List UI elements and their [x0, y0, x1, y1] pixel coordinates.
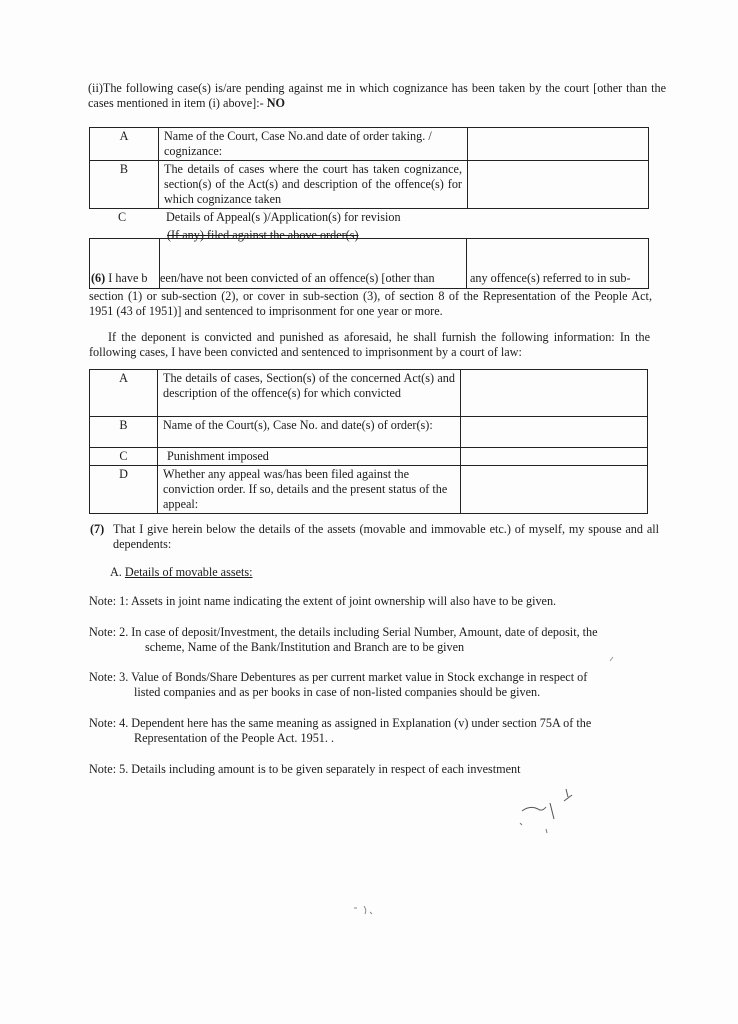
section-6-seg3: any offence(s) referred to in sub- — [470, 271, 631, 285]
section-6-seg2: een/have not been convicted of an offence(s) [other than — [160, 271, 435, 285]
row-c-struck-text: (If any) filed against the above order(s) — [167, 228, 359, 242]
note-1 — [89, 594, 556, 609]
section-ii-answer: NO — [266, 96, 285, 110]
note-2 — [89, 625, 598, 655]
row-letter: B — [90, 417, 158, 448]
row-value — [461, 448, 648, 466]
row-letter: D — [90, 466, 158, 514]
row-letter: A — [90, 370, 158, 417]
stray-mark — [352, 902, 382, 916]
row-label: Name of the Court(s), Case No. and date(s) of order(s): — [158, 417, 461, 448]
section-ii-text: (ii)The following case(s) is/are pending against me in which cognizance has been taken by the court [other than the cases mentioned in item (i) above]:- — [88, 81, 666, 110]
row-letter: B — [90, 161, 159, 209]
row-c-label: Details of Appeal(s )/Application(s) for revision — [166, 210, 401, 224]
row-value — [461, 466, 648, 514]
row-value — [461, 417, 648, 448]
table-row — [90, 466, 648, 514]
row-value — [468, 161, 649, 209]
note-line: Note: 2. In case of deposit/Investment, the details including Serial Number, Amount, date of deposit, the — [89, 625, 598, 639]
row-letter: C — [90, 448, 158, 466]
note-line: Note: 1: Assets in joint name indicating the extent of joint ownership will also have to be given. — [89, 594, 557, 608]
note-line: Note: 4. Dependent here has the same meaning as assigned in Explanation (v) under section 75A of the — [89, 716, 592, 730]
conviction-table — [89, 369, 648, 514]
note-3 — [89, 670, 587, 700]
row-c-letter: C — [118, 210, 127, 224]
note-line: Note: 5. Details including amount is to be given separately in respect of each investment — [89, 762, 521, 776]
table-row — [90, 417, 648, 448]
row-label: Name of the Court, Case No.and date of order taking. / cognizance: — [159, 128, 468, 161]
row-value — [468, 128, 649, 161]
table-row — [90, 448, 648, 466]
note-line-continued: Representation of the People Act. 1951. . — [134, 731, 335, 745]
note-line: Note: 3. Value of Bonds/Share Debentures as per current market value in Stock exchange in respect of — [89, 670, 588, 684]
appeal-box-divider-2 — [466, 238, 467, 288]
stray-dot — [608, 655, 616, 663]
section-6-rest: section (1) or sub-section (2), or cover in sub-section (3), of section 8 of the Representation of the People Act, 1951 (43 of 1951)] and sentenced to imprisonment for one year or more. — [89, 289, 652, 318]
note-line-continued: scheme, Name of the Bank/Institution and Branch are to be given — [145, 640, 465, 654]
row-label: The details of cases, Section(s) of the concerned Act(s) and description of the offence(s) for which convicted — [158, 370, 461, 417]
subhead-title: Details of movable assets: — [124, 565, 253, 579]
subhead-letter: A. — [110, 565, 122, 579]
row-value — [461, 370, 648, 417]
table-row — [90, 128, 649, 161]
section-6-seg1: I have b — [108, 271, 148, 285]
pending-cases-table — [89, 127, 649, 209]
note-5 — [89, 762, 521, 777]
row-label: Punishment imposed — [158, 448, 461, 466]
section-7-number: (7) — [90, 522, 105, 536]
deponent-paragraph: If the deponent is convicted and punished as aforesaid, he shall furnish the following information: In the following cases, I have been convicted and sentenced to imprisonment by a court of law: — [89, 330, 650, 359]
row-label: The details of cases where the court has taken cognizance, section(s) of the Act(s) and description of the offence(s) for which cognizance taken — [159, 161, 468, 209]
note-line-continued: listed companies and as per books in case of non-listed companies should be given. — [134, 685, 541, 699]
movable-assets-subhead — [110, 565, 253, 580]
section-6-number: (6) — [91, 271, 106, 285]
section-7-text: That I give herein below the details of the assets (movable and immovable etc.) of myself, my spouse and all dependents: — [113, 522, 659, 551]
row-letter: A — [90, 128, 159, 161]
row-label: Whether any appeal was/has been filed against the conviction order. If so, details and the present status of the appeal: — [158, 466, 461, 514]
signature-mark — [512, 785, 582, 845]
table-row — [90, 161, 649, 209]
table-row — [90, 370, 648, 417]
note-4 — [89, 716, 591, 746]
section-ii-paragraph — [88, 81, 666, 111]
section-6-line1 — [91, 271, 148, 286]
